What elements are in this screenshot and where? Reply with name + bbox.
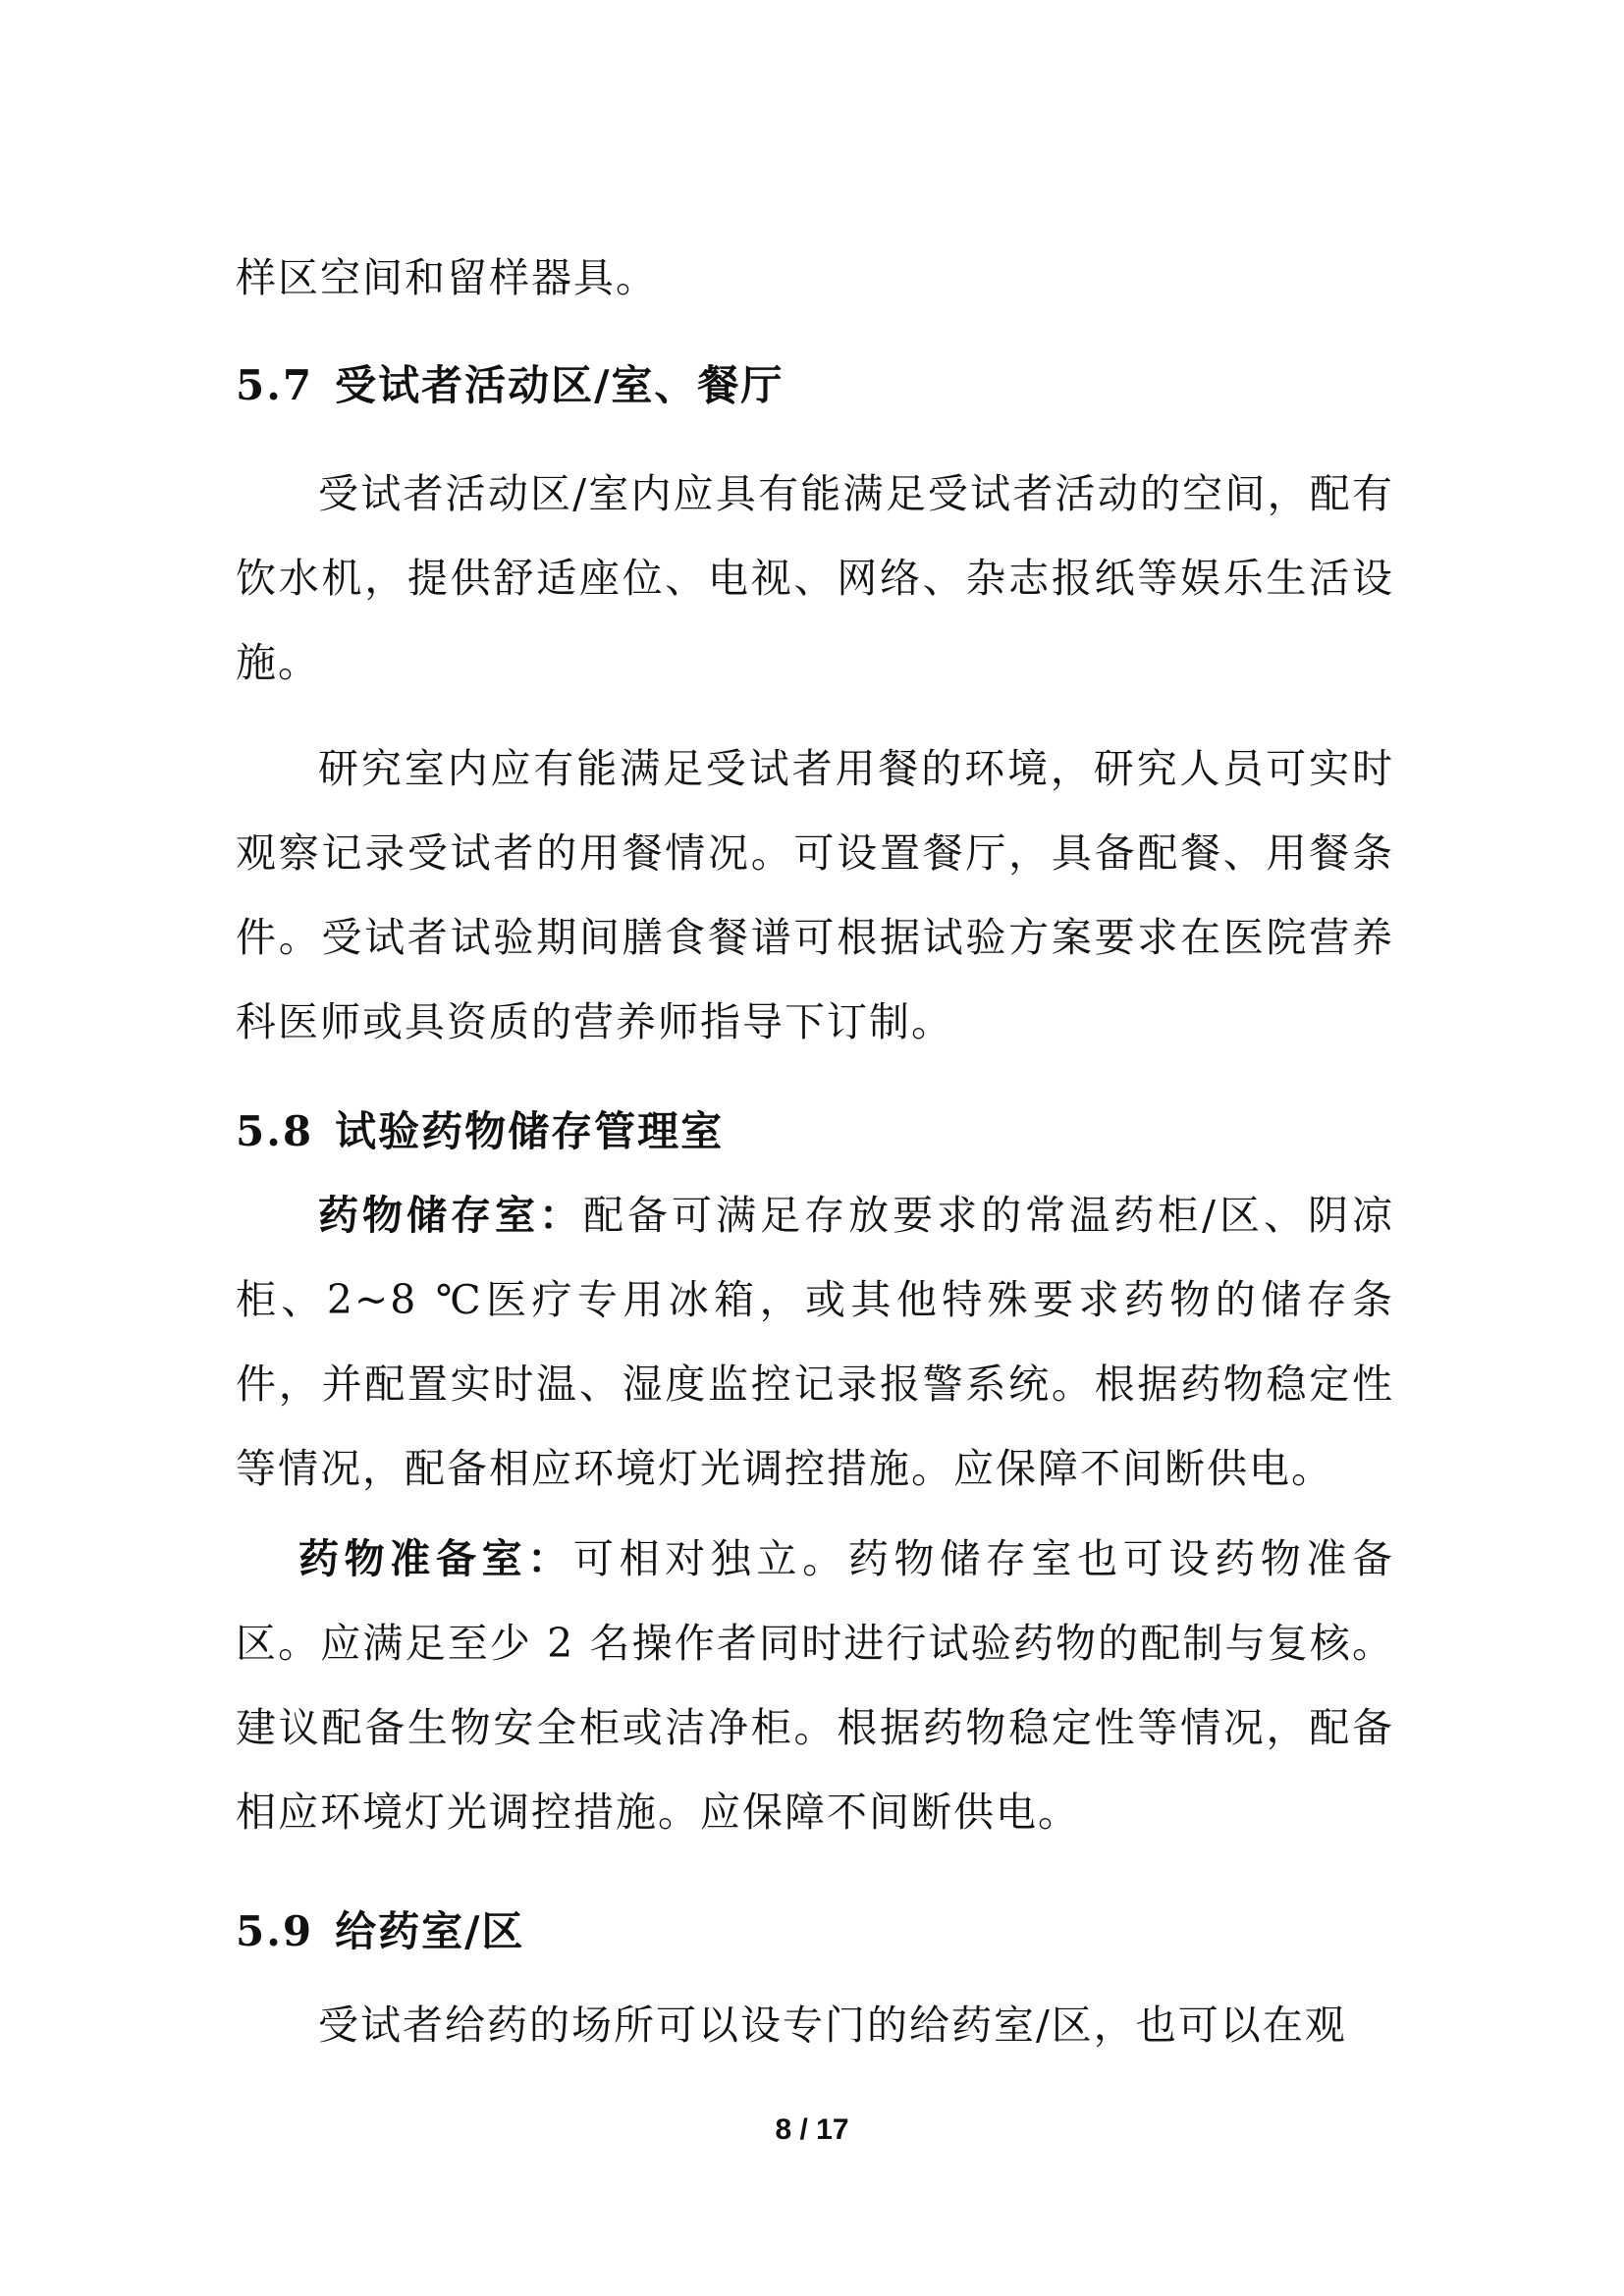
section-number: 5.7 xyxy=(236,361,314,409)
section-number: 5.9 xyxy=(236,1907,314,1955)
paragraph-drug-prep xyxy=(236,1517,1394,1854)
paragraph-continuation: 样区空间和留样器具。 xyxy=(236,254,658,301)
section-number: 5.8 xyxy=(236,1107,314,1155)
paragraph-lead-term: 药物准备室： xyxy=(298,1535,573,1582)
page-number: 8 / 17 xyxy=(775,2113,849,2146)
section-title: 试验药物储存管理室 xyxy=(335,1107,725,1155)
section-heading-5-8 xyxy=(236,1090,1394,1174)
paragraph-activity-room: 受试者活动区/室内应具有能满足受试者活动的空间，配有饮水机，提供舒适座位、电视、网络、杂志报纸等娱乐生活设施。 xyxy=(236,470,1394,686)
paragraph-lead-term: 药物储存室： xyxy=(318,1192,584,1239)
section-title: 受试者活动区/室、餐厅 xyxy=(335,361,785,409)
paragraph-dining: 研究室内应有能满足受试者用餐的环境，研究人员可实时观察记录受试者的用餐情况。可设置餐厅，具备配餐、用餐条件。受试者试验期间膳食餐谱可根据试验方案要求在医院营养科医师或具资质的营养师指导下订制。 xyxy=(236,745,1394,1045)
paragraph-dosing-room: 受试者给药的场所可以设专门的给药室/区，也可以在观 xyxy=(318,2002,1347,2049)
paragraph-body: 可相对独立。药物储存室也可设药物准备区。应满足至少 2 名操作者同时进行试验药物的配制与复核。建议配备生物安全柜或洁净柜。根据药物稳定性等情况，配备相应环境灯光调控措施。应保障不间断供电。 xyxy=(236,1535,1395,1836)
section-heading-5-7 xyxy=(236,344,1394,428)
section-title: 给药室/区 xyxy=(335,1907,525,1955)
paragraph-body: 配备可满足存放要求的常温药柜/区、阴凉柜、2~8 ℃医疗专用冰箱，或其他特殊要求药物的储存条件，并配置实时温、湿度监控记录报警系统。根据药物稳定性等情况，配备相应环境灯光调控措施。应保障不间断供电。 xyxy=(236,1192,1394,1492)
section-heading-5-9 xyxy=(236,1890,1394,1974)
paragraph-drug-storage xyxy=(236,1173,1394,1511)
